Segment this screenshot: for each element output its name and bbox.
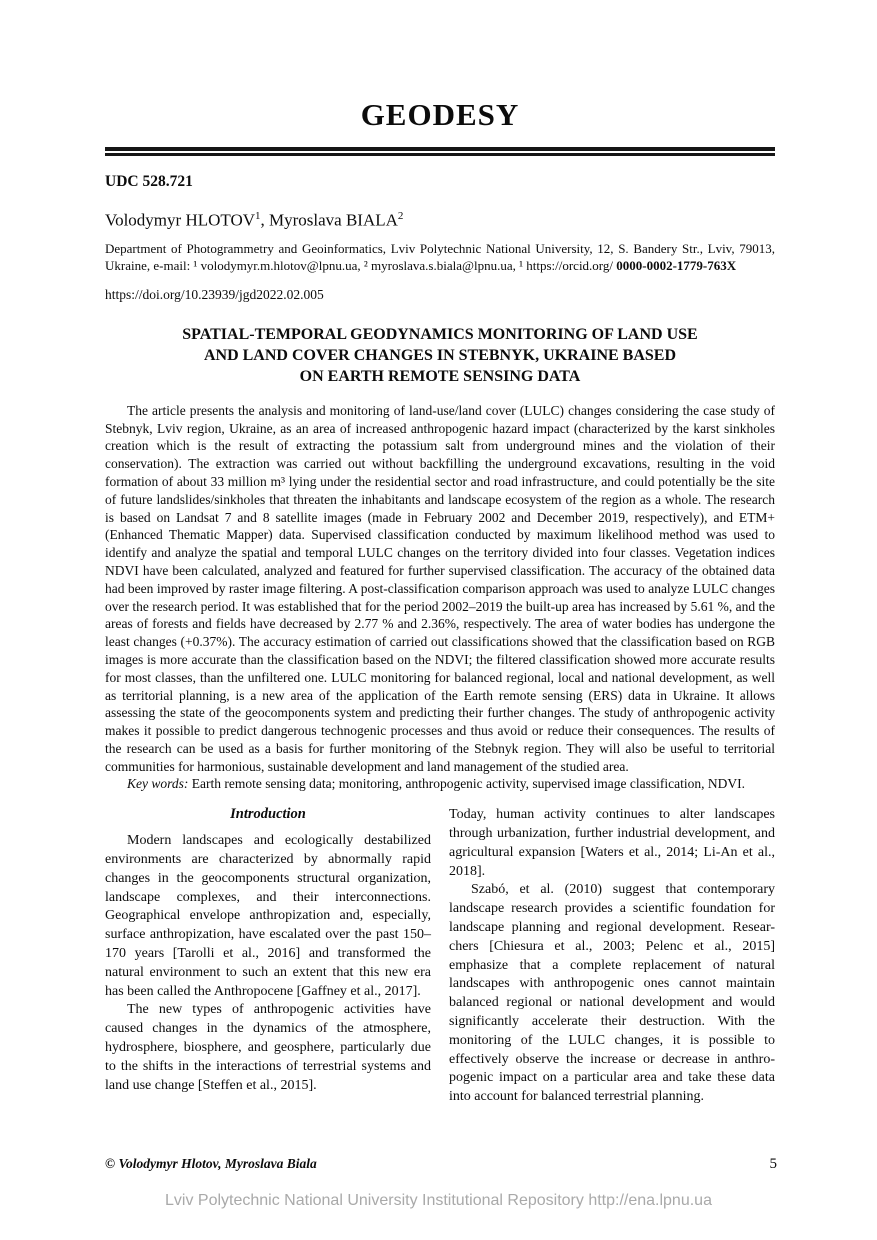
copyright-notice: © Volodymyr Hlotov, Myroslava Biala: [105, 1156, 317, 1171]
two-column-section: [105, 806, 775, 1107]
intro-right-paragraph-2: Szabó, et al. (2010) suggest that contemporary landscape research provides a scientific foundation for landscape planning and regional development. Resear-chers [Chiesura et al., 2003; Pelenc et al., 2015] emphasize that a complete replacement of natural landscapes with anthropogenic ones cannot maintain balanced regional or national development and would significantly accelerate their destruction. With the monitoring of the LULC changes, it is possible to effectively observe the increase or decrease in anthro-pogenic impact on a particular area and take these data into account for balanced terrestrial planning.: [449, 882, 775, 1105]
intro-right-paragraph-1: Today, human activity continues to alter landscapes through urbanization, further industrial development, and agricultural expansion [Waters et al., 2014; Li-An et al., 2018].: [449, 807, 775, 879]
author-2-superscript: 2: [397, 209, 404, 222]
divider-line-top: [105, 147, 775, 151]
author-2: Myroslava BIALA: [269, 210, 398, 230]
repository-watermark: Lviv Polytechnic National University Institutional Repository http://ena.lpnu.ua: [165, 1192, 712, 1209]
left-column: [105, 806, 431, 1107]
intro-left-paragraph-1: Modern landscapes and ecologically destabilized environments are characterized by abnormally rapid changes in the geocomponents structural organization, landscape complexes, and their interconnections. Geographical envelope anthropization and, especially, surface anthropization, have escalated over the past 150–170 years [Tarolli et al., 2016] and transformed the natural environment to such an extent that this new era has been called the Anthropocene [Gaffney et al., 2017].: [105, 833, 431, 999]
divider-line-bottom: [105, 153, 775, 156]
article-title-line: ON EARTH REMOTE SENSING DATA: [299, 367, 581, 385]
page-footer: [105, 1156, 777, 1173]
keywords-text: Earth remote sensing data; monitoring, anthropogenic activity, supervised image classification, NDVI.: [188, 776, 745, 792]
article-title-line: AND LAND COVER CHANGES IN STEBNYK, UKRAINE BASED: [203, 346, 677, 364]
journal-header: GEODESY: [360, 97, 520, 132]
authors-separator: ,: [260, 210, 270, 230]
article-title: [105, 324, 775, 387]
header-divider: [105, 147, 775, 156]
udc-code: UDC 528.721: [105, 172, 193, 190]
author-1-superscript: 1: [255, 209, 261, 222]
doi-text: https://doi.org/10.23939/jgd2022.02.005: [105, 286, 324, 302]
authors-line: [105, 210, 775, 231]
page-number: 5: [769, 1156, 777, 1172]
right-column: [449, 806, 775, 1107]
abstract-paragraph: The article presents the analysis and monitoring of land-use/land cover (LULC) changes considering the case study of Stebnyk, Lviv region, Ukraine, as an area of increased anthropogenic hazard impact (characterized by the karst sinkholes creation which is the result of extracting the potassium salt from underground mines and the violation of their conservation). The extraction was carried out without backfilling the underground excavations, resulting in the void formation of about 33 million m³ lying under the residential sector and road infrastructure, and could potentially be the site of future landslides/sinkholes that threaten the inhabitants and landscape ecosystem of the region as a whole. The research is based on Landsat 7 and 8 satellite images (made in February 2002 and December 2019, respectively), and ETM+ (Enhanced Thematic Mapper) data. Supervised classification conducted by maximum likelihood method was used to identify and analyze the spatial and temporal LULC changes on the territory divided into four classes. Vegetation indices NDVI have been calculated, analyzed and featured for further supervised classification. The accuracy of the obtained data had been improved by raster image filtering. A post-classification comparison approach was used to analyze LULC changes over the research period. It was established that for the period 2002–2019 the built-up area has increased by 5.61 %, and the areas of forests and fields have decreased by 2.77 % and 2.36%, respectively. The area of water bodies has undergone the least changes (+0.37%). The accuracy estimation of carried out classifications showed that the classification based on RGB images is more accurate than the classification based on the NDVI; the filtered classification showed more accurate results for most classes, than the unfiltered one. LULC monitoring for balanced regional, local and national development, as well as territorial planning, is a new area of the application of the Earth remote sensing (ERS) data in Ukraine. It allows assessing the state of the geocomponents system and predicting their further changes. The study of anthropogenic activity makes it possible to predict dangerous technogenic processes and thus avoid or reduce their consequences. The results of the research can be used as a basis for further monitoring of the Stebnyk region. They will also be useful to territorial communities for harmonious, sustainable development and land management of the studied area.: [105, 402, 775, 774]
author-1: Volodymyr HLOTOV: [105, 210, 256, 230]
keywords-label: Key words:: [127, 776, 189, 792]
affiliation-text: Department of Photogrammetry and Geoinformatics, Lviv Polytechnic National University, 12, S. Bandery Str., Lviv, 79013, Ukraine, e-mail: ¹ volodymyr.m.hlotov@lpnu.ua, ² myroslava.s.biala@lpnu.ua, ¹ https://orcid.org/: [105, 241, 775, 273]
article-title-line: SPATIAL-TEMPORAL GEODYNAMICS MONITORING OF LAND USE: [182, 325, 698, 343]
intro-left-paragraph-2: The new types of anthropogenic activities have caused changes in the dynamics of the atmosphere, hydrosphere, biosphere, and geosphere, particularly due to the shifts in the interactions of terrestrial systems and land use change [Steffen et al., 2015].: [105, 1002, 431, 1093]
page-content: [105, 0, 775, 1107]
keywords-paragraph: [105, 775, 775, 793]
orcid-id: 0000-0002-1779-763X: [616, 257, 737, 273]
section-heading-introduction: Introduction: [230, 806, 306, 823]
affiliation: [105, 241, 775, 275]
